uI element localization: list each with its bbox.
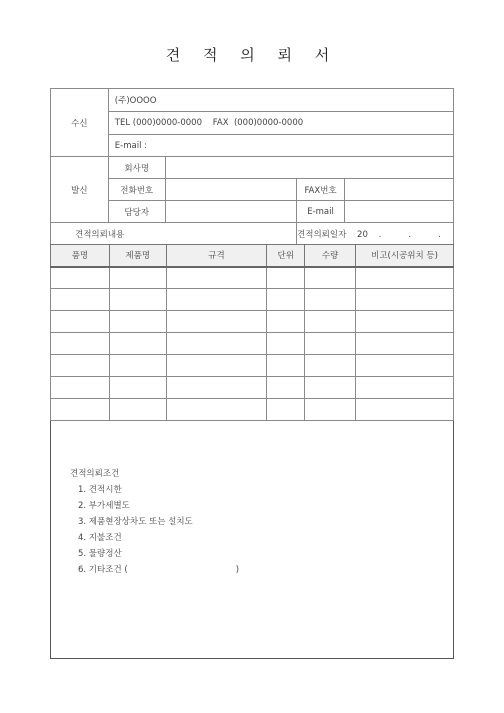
sender-email-field[interactable] — [345, 201, 454, 223]
table-cell[interactable] — [356, 377, 454, 399]
table-cell[interactable] — [356, 311, 454, 333]
condition-item: 3. 제품현장상차도 또는 설치도 — [78, 517, 193, 527]
col-header-product: 제품명 — [109, 245, 166, 267]
sender-label: 발신 — [51, 157, 109, 223]
table-cell[interactable] — [51, 377, 110, 399]
table-cell[interactable] — [166, 311, 267, 333]
sender-fax-field[interactable] — [345, 179, 454, 201]
col-header-remarks: 비고(시공위치 등) — [356, 245, 454, 267]
sender-company-field[interactable] — [165, 157, 453, 179]
table-cell[interactable] — [166, 289, 267, 311]
table-cell[interactable] — [166, 355, 267, 377]
table-cell[interactable] — [109, 333, 166, 355]
table-cell[interactable] — [109, 267, 166, 289]
table-row — [51, 333, 454, 355]
conditions-heading: 견적의뢰조건 — [70, 469, 120, 479]
table-cell[interactable] — [166, 399, 267, 421]
table-cell[interactable] — [267, 377, 305, 399]
col-header-unit: 단위 — [267, 245, 305, 267]
table-cell[interactable] — [166, 377, 267, 399]
table-cell[interactable] — [109, 377, 166, 399]
table-cell[interactable] — [51, 311, 110, 333]
table-cell[interactable] — [305, 377, 356, 399]
table-row — [51, 267, 454, 289]
condition-item: 5. 물량정산 — [78, 549, 122, 559]
table-cell[interactable] — [305, 311, 356, 333]
items-table — [50, 244, 454, 421]
table-cell[interactable] — [109, 399, 166, 421]
recipient-company: (주)OOOO — [108, 89, 453, 112]
sender-manager-field[interactable] — [165, 201, 296, 223]
table-cell[interactable] — [356, 399, 454, 421]
sender-manager-label: 담당자 — [108, 201, 165, 223]
sender-company-label: 회사명 — [108, 157, 165, 179]
table-cell[interactable] — [166, 333, 267, 355]
header-info-table — [50, 88, 454, 245]
table-row — [51, 289, 454, 311]
recipient-label: 수신 — [51, 89, 109, 157]
table-cell[interactable] — [51, 289, 110, 311]
sender-phone-field[interactable] — [165, 179, 296, 201]
sender-fax-label: FAX번호 — [297, 179, 345, 201]
table-cell[interactable] — [109, 355, 166, 377]
request-date-label: 견적의뢰일자 — [297, 229, 347, 240]
document-title: 견 적 의 뢰 서 — [165, 46, 339, 64]
request-date-value[interactable]: 20 . . . — [357, 229, 441, 240]
table-cell[interactable] — [267, 399, 305, 421]
table-cell[interactable] — [305, 355, 356, 377]
table-cell[interactable] — [51, 267, 110, 289]
table-cell[interactable] — [51, 333, 110, 355]
table-cell[interactable] — [267, 289, 305, 311]
table-cell[interactable] — [267, 267, 305, 289]
table-cell[interactable] — [305, 267, 356, 289]
table-row — [51, 355, 454, 377]
table-cell[interactable] — [51, 355, 110, 377]
table-cell[interactable] — [305, 399, 356, 421]
table-row — [51, 311, 454, 333]
conditions-section — [70, 466, 239, 578]
table-cell[interactable] — [51, 399, 110, 421]
table-row — [51, 399, 454, 421]
col-header-qty: 수량 — [305, 245, 356, 267]
table-cell[interactable] — [267, 355, 305, 377]
sender-phone-label: 전화번호 — [108, 179, 165, 201]
table-cell[interactable] — [267, 311, 305, 333]
request-content-label: 견적의뢰내용 — [51, 223, 297, 245]
table-cell[interactable] — [356, 289, 454, 311]
sender-email-label: E-mail — [297, 201, 345, 223]
condition-item: 6. 기타조건 ( ) — [78, 565, 240, 575]
table-cell[interactable] — [166, 267, 267, 289]
table-cell[interactable] — [109, 311, 166, 333]
table-cell[interactable] — [267, 333, 305, 355]
recipient-email: E-mail : — [108, 135, 453, 157]
table-row — [51, 377, 454, 399]
condition-item: 2. 부가세별도 — [78, 501, 130, 511]
table-cell[interactable] — [109, 289, 166, 311]
col-header-spec: 규격 — [166, 245, 267, 267]
table-cell[interactable] — [356, 333, 454, 355]
condition-item: 4. 지불조건 — [78, 533, 122, 543]
table-cell[interactable] — [305, 333, 356, 355]
recipient-contact: TEL (000)0000-0000 FAX (000)0000-0000 — [108, 112, 453, 135]
col-header-item: 품명 — [51, 245, 110, 267]
table-cell[interactable] — [305, 289, 356, 311]
table-cell[interactable] — [356, 267, 454, 289]
condition-item: 1. 견적시한 — [78, 485, 122, 495]
table-cell[interactable] — [356, 355, 454, 377]
